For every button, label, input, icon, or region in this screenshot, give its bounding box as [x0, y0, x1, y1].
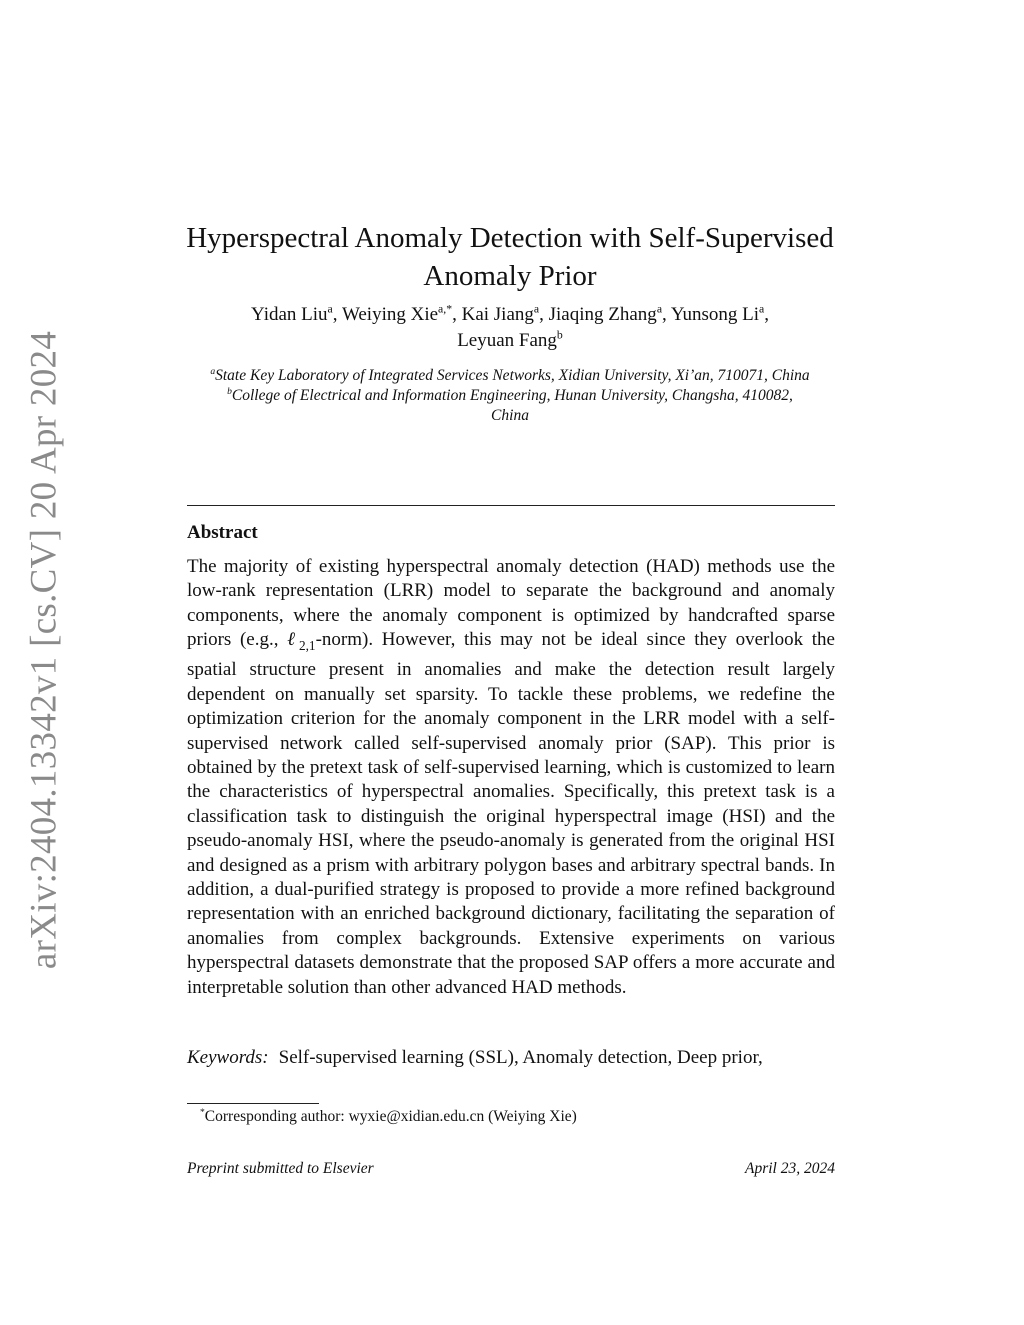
affiliations — [210, 366, 810, 426]
footnote-mark: * — [200, 1106, 205, 1118]
author-affil-mark: a,* — [438, 302, 453, 316]
abstract-text-part: -norm). However, this may not be ideal since they overlook the spatial structure present in anomalies and make the detection result largely dependent on manually set sparsity. To tackle these problems, we redefine the optimization criterion for the anomaly component in the LRR model with a self-supervised network called self-supervised anomaly prior (SAP). This prior is obtained by the pretext task of self-supervised learning, which is customized to learn the characteristics of hyperspectral anomalies. Specifically, this pretext task is a classification task to distinguish the original hyperspectral image (HSI) and the pseudo-anomaly HSI, where the pseudo-anomaly is generated from the original HSI and designed as a prism with arbitrary polygon bases and arbitrary spectral bands. In addition, a dual-purified strategy is proposed to provide a more refined background representation with an enriched background dictionary, facilitating the separation of anomalies from complex backgrounds. Extensive experiments on various hyperspectral datasets demonstrate that the proposed SAP offers a more accurate and interpretable solution than other advanced HAD methods. — [187, 629, 835, 998]
footer-date: April 23, 2024 — [745, 1160, 835, 1177]
author-list: Yidan Liu$^a$, Weiying Xie$^{a,*}$, Kai Jiang$^a$, Jiaqing Zhang$^a$, Yunsong Li$^a$, Leyuan Fang$^b$ — [251, 302, 769, 351]
affiliation-mark: b — [227, 385, 232, 397]
author-affil-mark: a — [327, 302, 333, 316]
author-affil-mark: b — [556, 328, 563, 342]
keywords-label: Keywords: — [187, 1047, 269, 1068]
abstract-heading: Abstract — [187, 522, 258, 543]
author-name: Yunsong Li — [670, 304, 759, 325]
author-name: Kai Jiang — [461, 304, 534, 325]
abstract-text-part: The majority of existing hyperspectral anomaly detection (HAD) methods use the low-rank representation (LRR) model to separate the background and anomaly components, where the anomaly component is optimized by handcrafted sparse priors (e.g., — [187, 556, 835, 651]
abstract-text — [187, 555, 835, 1000]
author-name: Yidan Liu — [251, 304, 328, 325]
affiliation-text: College of Electrical and Information Engineering, Hunan University, Changsha, 410082, China — [231, 387, 793, 424]
affiliation — [210, 366, 810, 386]
keywords — [187, 1046, 835, 1070]
paper-title: Hyperspectral Anomaly Detection with Self-Supervised Anomaly Prior — [186, 222, 834, 293]
arxiv-identifier-stamp: arXiv:2404.13342v1 [cs.CV] 20 Apr 2024 — [23, 330, 65, 970]
norm-symbol: ℓ — [287, 629, 299, 651]
author-name: Jiaqing Zhang — [548, 304, 657, 325]
footnote-divider — [187, 1103, 319, 1104]
author-name: Leyuan Fang — [457, 330, 557, 351]
footer-preprint-note: Preprint submitted to Elsevier — [187, 1160, 374, 1177]
author-affil-mark: a — [656, 302, 663, 316]
norm-subscript: 2,1 — [298, 638, 316, 654]
affiliation-text: State Key Laboratory of Integrated Services Networks, Xidian University, Xi’an, 710071, China — [215, 367, 810, 384]
keywords-text: Self-supervised learning (SSL), Anomaly detection, Deep prior, — [278, 1047, 763, 1068]
affiliation-mark: a — [210, 365, 216, 377]
author-affil-mark: a — [533, 302, 540, 316]
affiliation — [210, 386, 810, 426]
top-divider — [187, 505, 835, 506]
corresponding-author-footnote — [200, 1108, 577, 1126]
footnote-text: Corresponding author: wyxie@xidian.edu.cn (Weiying Xie) — [204, 1108, 577, 1125]
page-footer — [187, 1160, 835, 1178]
author-affil-mark: a — [759, 302, 765, 316]
author-name: Weiying Xie — [341, 304, 439, 325]
